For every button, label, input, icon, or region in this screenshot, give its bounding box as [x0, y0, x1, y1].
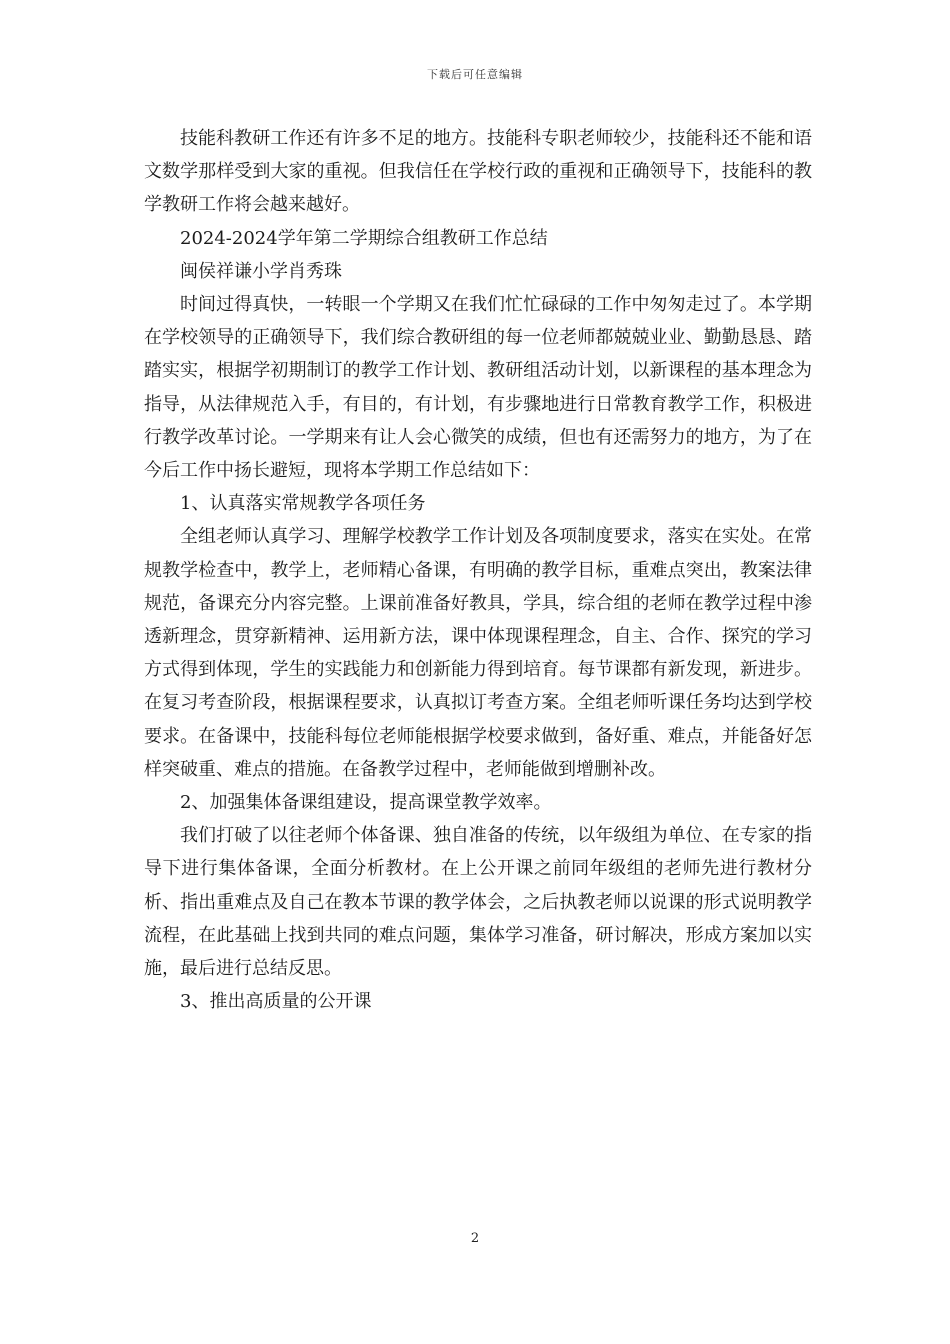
page-header: 下载后可任意编辑: [427, 68, 523, 81]
paragraph-introduction: 时间过得真快，一转眼一个学期又在我们忙忙碌碌的工作中匆匆走过了。本学期在学校领导的正确领导下，我们综合教研组的每一位老师都兢兢业业、勤勤恳恳、踏踏实实，根据学初期制订的教学工作计划、教研组活动计划，以新课程的基本理念为指导，从法律规范入手，有目的，有计划，有步骤地进行日常教育教学工作，积极进行教学改革讨论。一学期来有让人会心微笑的成绩，但也有还需努力的地方，为了在今后工作中扬长避短，现将本学期工作总结如下：: [144, 294, 812, 482]
paragraph-section-1: 全组老师认真学习、理解学校教学工作计划及各项制度要求，落实在实处。在常规教学检查中，教学上，老师精心备课，有明确的教学目标，重难点突出，教案法律规范，备课充分内容完整。上课前准备好教具，学具，综合组的老师在教学过程中渗透新理念，贯穿新精神、运用新方法，课中体现课程理念，自主、合作、探究的学习方式得到体现，学生的实践能力和创新能力得到培育。每节课都有新发现，新进步。在复习考查阶段，根据课程要求，认真拟订考查方案。全组老师听课任务均达到学校要求。在备课中，技能科每位老师能根据学校要求做到，备好重、难点，并能备好怎样突破重、难点的措施。在备教学过程中，老师能做到增删补改。: [144, 526, 812, 780]
page-number: 2: [470, 1231, 480, 1246]
section-heading-2: 2、加强集体备课组建设，提高课堂教学效率。: [180, 792, 552, 814]
document-title: 2024-2024学年第二学期综合组教研工作总结: [180, 227, 548, 249]
paragraph-section-2: 我们打破了以往老师个体备课、独自准备的传统，以年级组为单位、在专家的指导下进行集体备课，全面分析教材。在上公开课之前同年级组的老师先进行教材分析、指出重难点及自己在教本节课的教学体会，之后执教老师以说课的形式说明教学流程，在此基础上找到共同的难点问题，集体学习准备，研讨解决，形成方案加以实施，最后进行总结反思。: [144, 825, 812, 980]
paragraph-closing-remarks: 技能科教研工作还有许多不足的地方。技能科专职老师较少，技能科还不能和语文数学那样受到大家的重视。但我信任在学校行政的重视和正确领导下，技能科的教学教研工作将会越来越好。: [144, 128, 812, 216]
section-heading-1: 1、认真落实常规教学各项任务: [180, 493, 426, 515]
author-line: 闽侯祥谦小学肖秀珠: [180, 260, 342, 282]
document-body: [144, 122, 812, 1018]
section-heading-3: 3、推出高质量的公开课: [180, 991, 372, 1013]
